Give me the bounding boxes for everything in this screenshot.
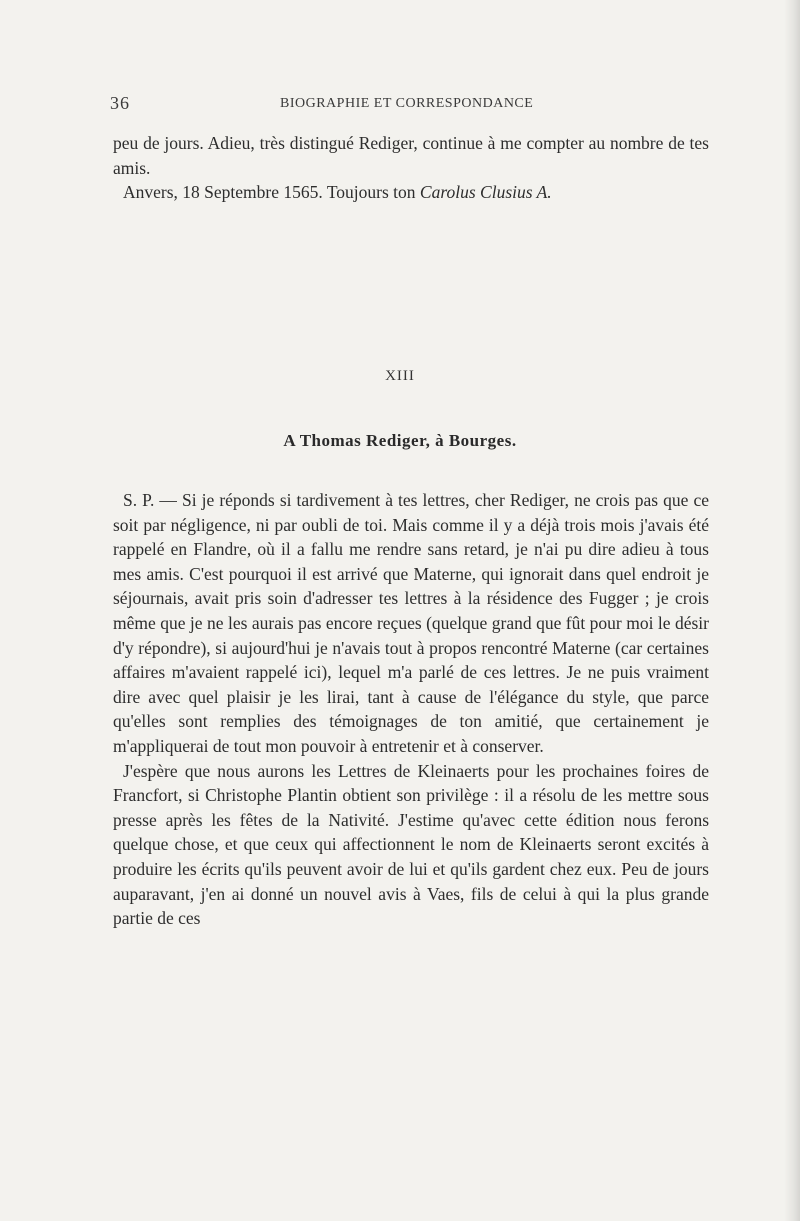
page-edge-shadow bbox=[784, 0, 800, 1221]
signature-line bbox=[113, 180, 709, 205]
letter-place: , à Bourges. bbox=[425, 431, 517, 450]
closing-paragraph: peu de jours. Adieu, très distingué Rediger, continue à me compter au nombre de tes amis. bbox=[113, 133, 709, 178]
body-paragraph-1: S. P. — Si je réponds si tardivement à tes lettres, cher Rediger, ne crois pas que ce soit par négligence, ni par oubli de toi. Mais comme il y a déjà trois mois j'avais été rappelé en Flandre, où il a fallu me rendre sans retard, je n'ai pu dire adieu à tous mes amis. C'est pourquoi il est arrivé que Materne, qui ignorait dans quel endroit je séjournais, avait pris soin d'adresser tes lettres à la résidence des Fugger ; je crois même que je ne les aurais pas encore reçues (quelque grand que fût pour moi le désir d'y répondre), si aujourd'hui je n'avais tout à propos rencontré Materne (car certaines affaires m'avaient rappelé ici), lequel m'a parlé de ces lettres. Je ne puis vraiment dire avec quel plaisir je les lirai, tant à cause de l'élégance du style, que parce qu'elles sont remplies des témoignages de ton amitié, que certainement je m'appliquerai de tout mon pouvoir à entretenir et à conserver. bbox=[113, 490, 709, 756]
section-number: XIII bbox=[385, 368, 415, 384]
running-head bbox=[110, 93, 710, 117]
running-title: BIOGRAPHIE ET CORRESPONDANCE bbox=[280, 96, 534, 111]
signature-name: Carolus Clusius A. bbox=[419, 182, 552, 203]
signature-date: Anvers, 18 Septembre 1565. Toujours ton bbox=[123, 182, 420, 203]
page-number: 36 bbox=[110, 93, 130, 113]
letter-body bbox=[113, 488, 709, 931]
opening-text bbox=[113, 131, 709, 205]
letter-heading bbox=[0, 431, 800, 451]
body-paragraph-2: J'espère que nous aurons les Lettres de Kleinaerts pour les prochaines foires de Francfort, si Christophe Plantin obtient son privilège : il a résolu de les mettre sous presse après les fêtes de la Nativité. J'estime qu'avec cette édition nous ferons quelque chose, et que ceux qui affectionnent le nom de Kleinaerts seront excités à produire les écrits qu'ils peuvent avoir de lui et qu'ils gardent chez eux. Peu de jours auparavant, j'en ai donné un nouvel avis à Vaes, fils de celui à qui la plus grande partie de ces bbox=[113, 760, 709, 929]
letter-recipient: A Thomas Rediger bbox=[283, 431, 426, 450]
